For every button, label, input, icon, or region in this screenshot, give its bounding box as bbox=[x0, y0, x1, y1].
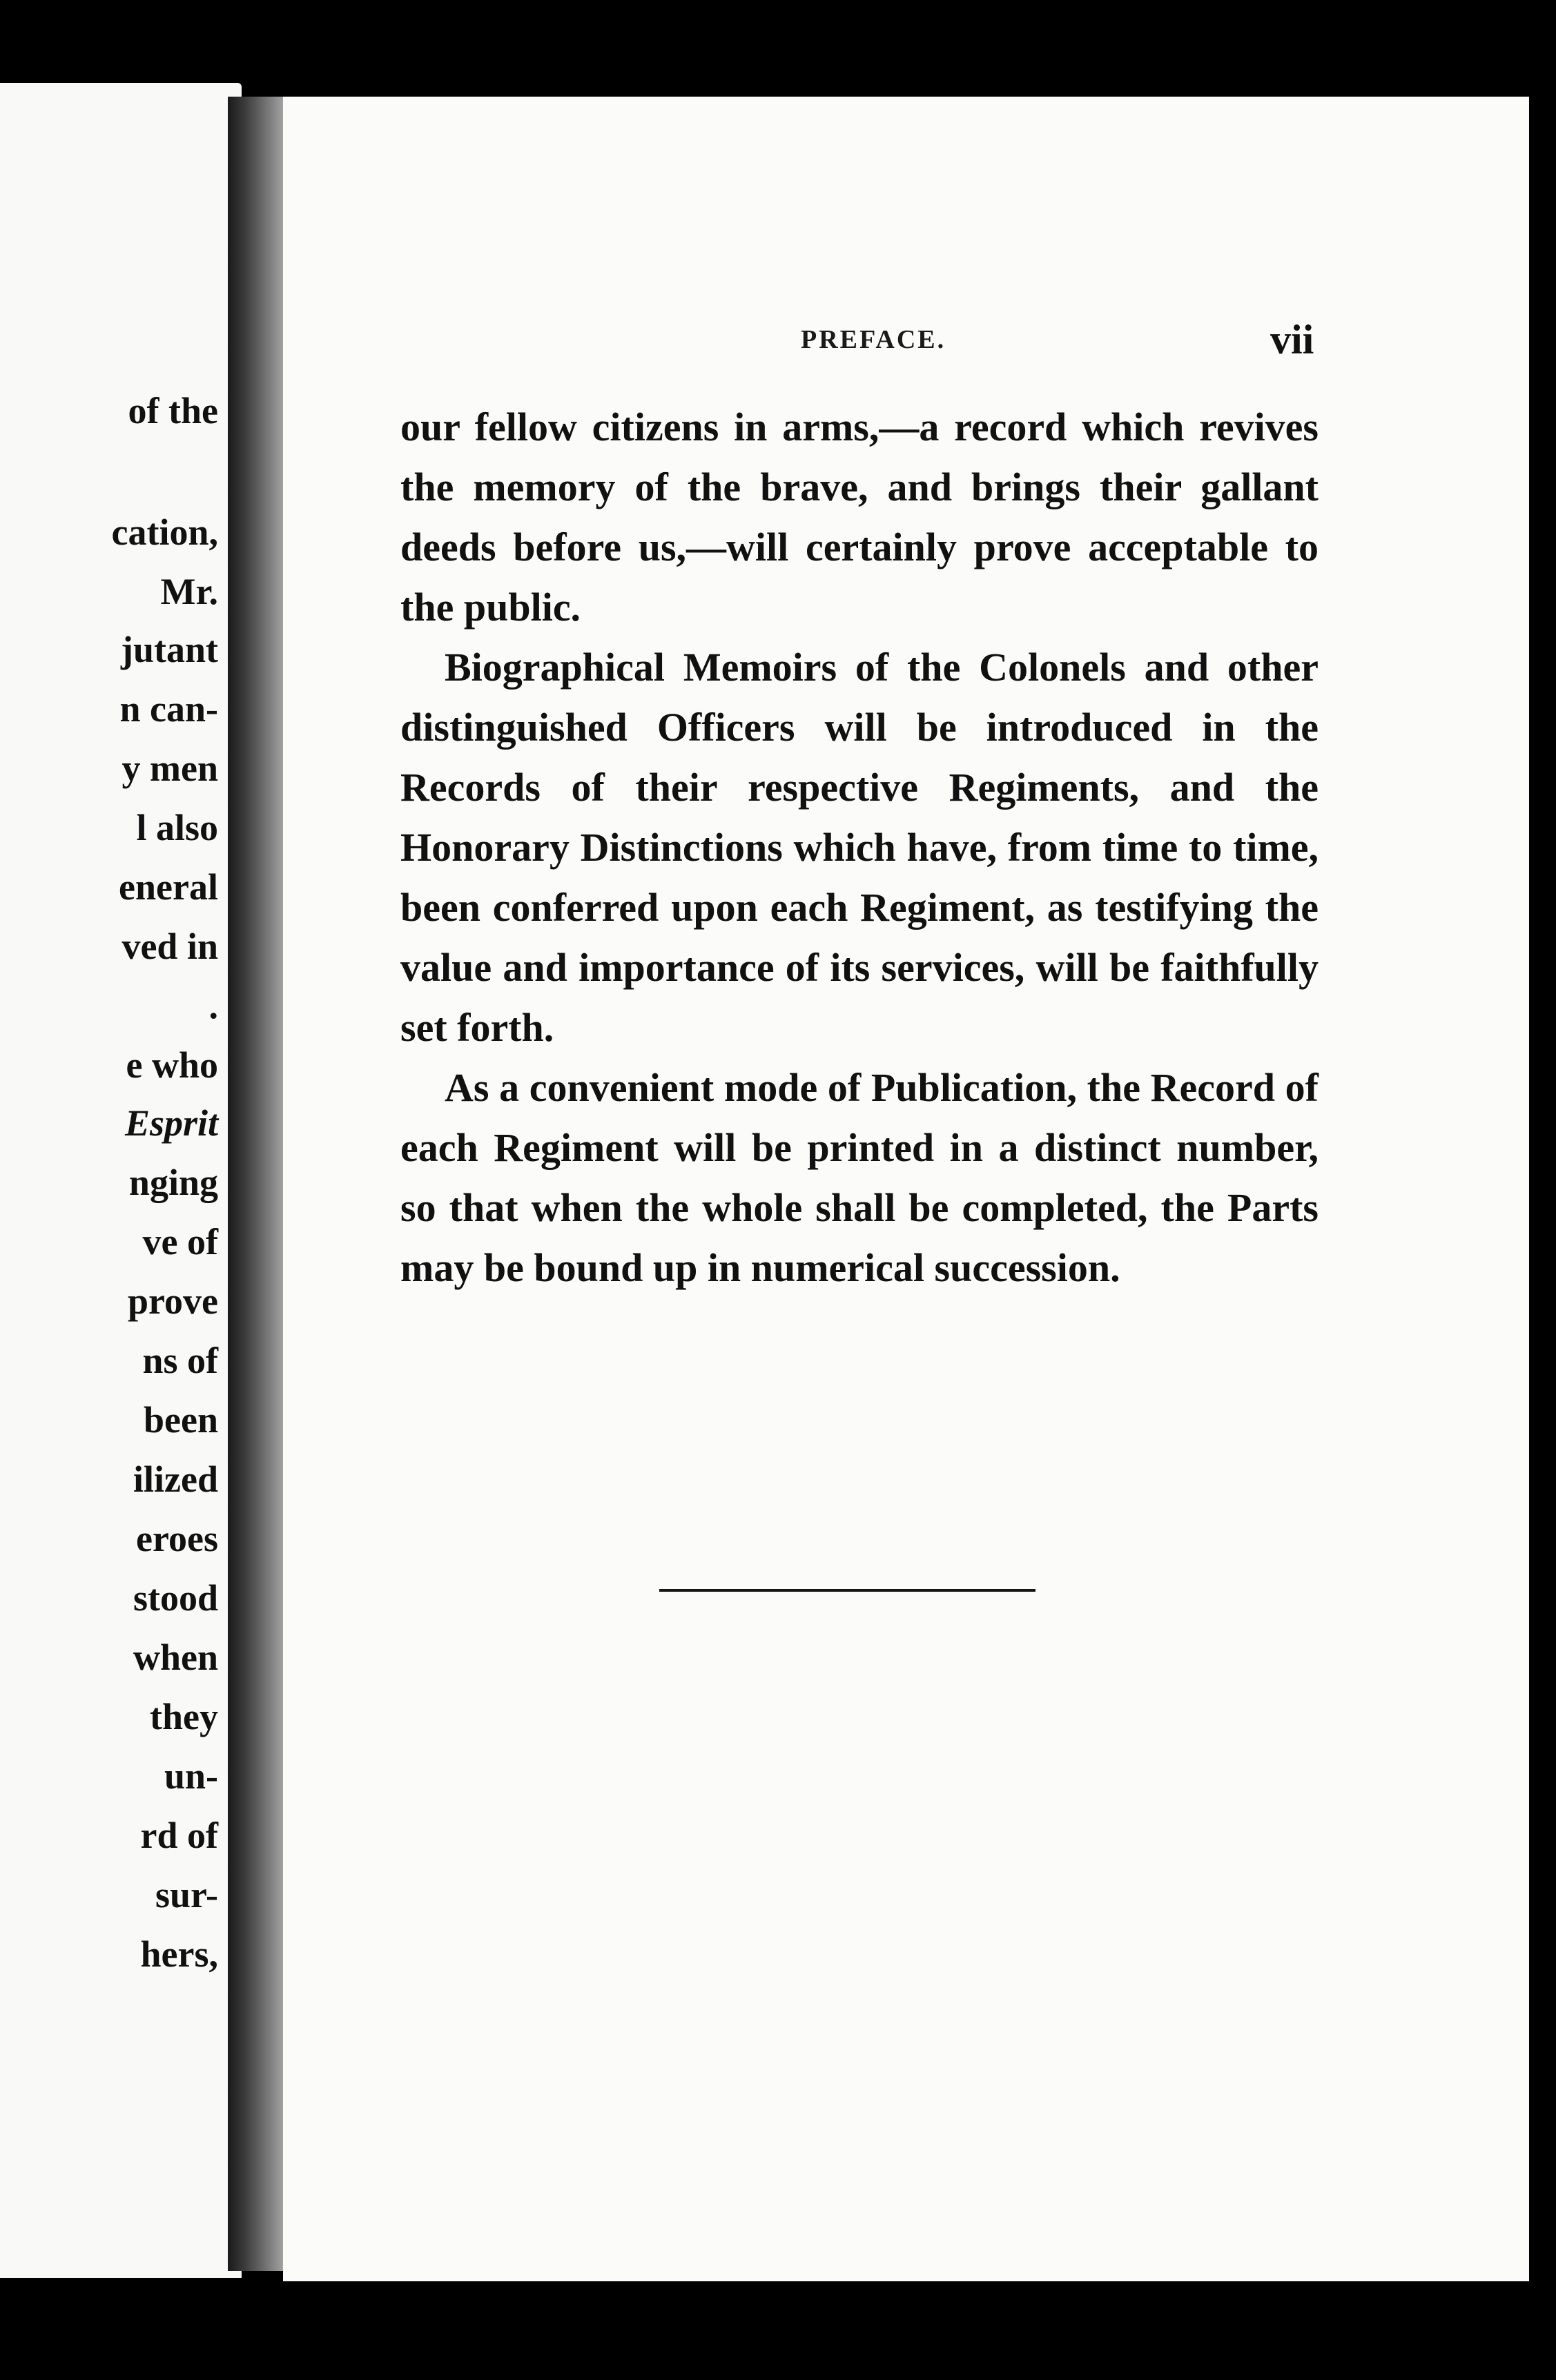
facing-page-line: un- bbox=[164, 1755, 218, 1797]
facing-page-line: Mr. bbox=[160, 571, 218, 612]
facing-page-line: been bbox=[144, 1399, 218, 1441]
facing-page-line: n can- bbox=[119, 688, 218, 730]
facing-page-line: sur- bbox=[155, 1874, 218, 1915]
facing-page-line: prove bbox=[128, 1280, 218, 1322]
facing-page-line: ilized bbox=[133, 1459, 218, 1500]
facing-page-line: eneral bbox=[119, 866, 218, 908]
facing-page-line: cation, bbox=[111, 511, 218, 553]
facing-page-line: of the bbox=[128, 390, 218, 431]
main-page bbox=[283, 97, 1529, 2281]
facing-page-line: ns of bbox=[142, 1340, 218, 1381]
facing-page-line: stood bbox=[133, 1577, 218, 1619]
facing-page-line: . bbox=[208, 985, 218, 1026]
running-head: PREFACE. bbox=[801, 325, 946, 354]
paragraph-continued: our fellow citizens in arms,—a record which revives the memory of the brave, and brings their gallant deeds before us,—will certainly prove acceptable to the public. bbox=[400, 404, 1319, 630]
facing-page-line: l also bbox=[136, 807, 218, 848]
facing-page-line: ved in bbox=[121, 926, 218, 967]
facing-page bbox=[0, 83, 242, 2278]
paragraph-biographical-memoirs: Biographical Memoirs of the Colonels and other distinguished Officers will be introduced in the Records of their respective Regiments, and the Honorary Distinctions which have, from time to time, been conferred upon each Regiment, as testifying the value and importance of its services, will be faithfully set forth. bbox=[400, 645, 1319, 1050]
facing-page-line: nging bbox=[128, 1162, 218, 1203]
paragraph-publication-mode: As a convenient mode of Publication, the Record of each Regiment will be printed in a distinct number, so that when the whole shall be completed, the Parts may be bound up in numerical succession. bbox=[400, 1065, 1319, 1290]
facing-page-line: e who bbox=[126, 1044, 218, 1086]
facing-page-line: y men bbox=[121, 748, 218, 789]
facing-page-line: hers, bbox=[140, 1933, 218, 1975]
page-number: vii bbox=[1270, 317, 1314, 362]
facing-page-line: jutant bbox=[120, 629, 218, 670]
facing-page-line: rd of bbox=[140, 1815, 218, 1856]
facing-page-line: when bbox=[133, 1637, 218, 1678]
section-divider-rule bbox=[659, 1589, 1035, 1592]
facing-page-line: they bbox=[150, 1696, 218, 1737]
facing-page-line: eroes bbox=[136, 1518, 218, 1559]
body-text bbox=[400, 397, 1319, 1298]
facing-page-line: Esprit bbox=[124, 1102, 218, 1144]
facing-page-line: ve of bbox=[142, 1221, 218, 1262]
